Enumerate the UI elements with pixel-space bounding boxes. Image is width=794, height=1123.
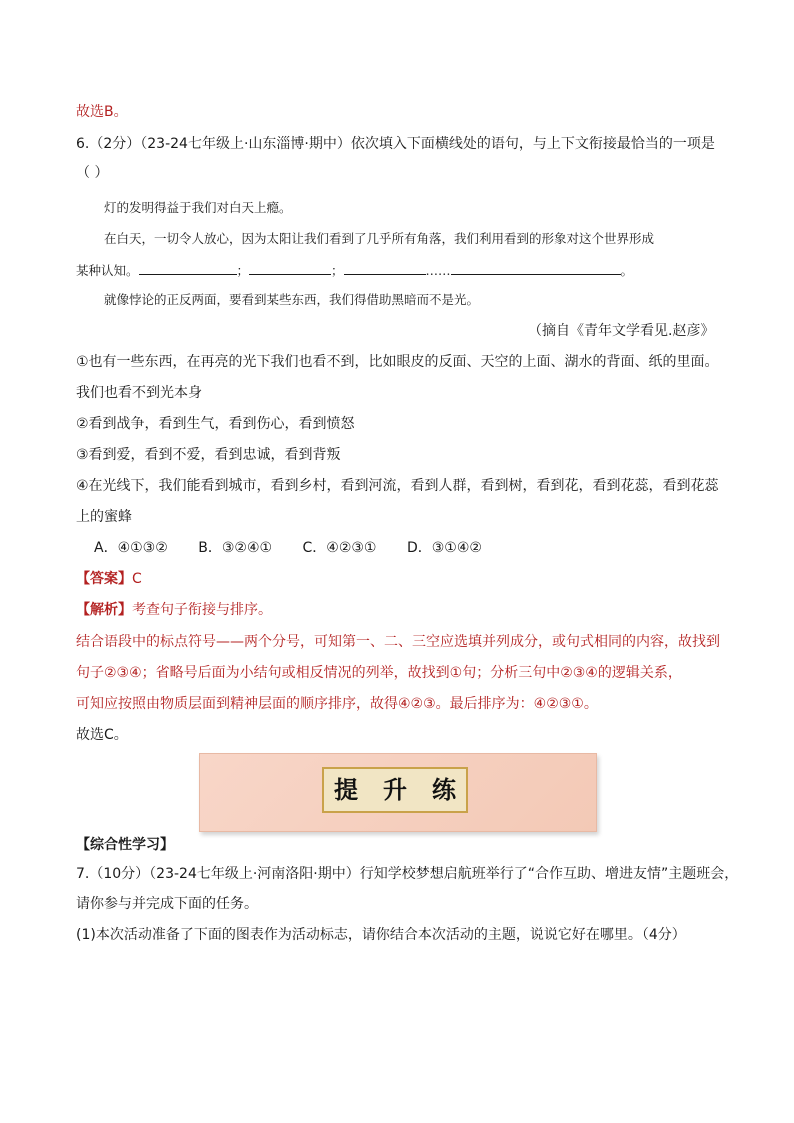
previous-conclusion: 故选B。 <box>76 104 128 120</box>
blank-4 <box>451 260 621 275</box>
sentence-3: ③看到爱，看到不爱，看到忠诚，看到背叛 <box>76 447 341 463</box>
banner-char-1: 提 <box>330 774 362 806</box>
sentence-4: ④在光线下，我们能看到城市，看到乡村，看到河流，看到人群，看到树，看到花，看到花蕊，看到花蕊 <box>76 478 719 494</box>
q6-conclusion: 故选C。 <box>76 727 128 743</box>
q7-stem-cont: 请你参与并完成下面的任务。 <box>76 896 258 912</box>
analysis-text-1: 结合语段中的标点符号——两个分号，可知第一、二、三空应选填并列成分，或句式相同的内容，故找到 <box>76 634 720 650</box>
analysis-intro: 考查句子衔接与排序。 <box>132 602 272 618</box>
banner-char-3: 练 <box>428 774 460 806</box>
blank-1 <box>139 260 237 275</box>
sentence-2: ②看到战争，看到生气，看到伤心，看到愤怒 <box>76 416 355 432</box>
blank-3 <box>344 260 426 275</box>
section-banner <box>199 753 597 832</box>
section-label: 【综合性学习】 <box>76 837 174 853</box>
options-row <box>94 538 508 558</box>
analysis-label: 【解析】 <box>76 602 132 618</box>
blank-2 <box>249 260 331 275</box>
option-b: B．③②④① <box>198 540 273 556</box>
analysis-line <box>76 600 272 620</box>
analysis-text-2: 句子②③④；省略号后面为小结句或相反情况的列举，故找到①句；分析三句中②③④的逻辑关系， <box>76 665 682 681</box>
analysis-text-3: 可知应按照由物质层面到精神层面的顺序排序，故得④②③。最后排序为：④②③①。 <box>76 696 598 712</box>
passage-paragraph-2-cont: 某种认知。 <box>76 263 139 278</box>
sentence-1-cont: 我们也看不到光本身 <box>76 385 202 401</box>
passage-end-period: 。 <box>620 263 634 278</box>
passage-paragraph-2: 在白天，一切令人放心，因为太阳让我们看到了几乎所有角落，我们利用看到的形象对这个世界形成 <box>104 231 655 246</box>
option-a: A．④①③② <box>94 540 168 556</box>
separator-2: ； <box>331 263 344 278</box>
banner-title-box <box>322 767 468 813</box>
passage-blanks-line <box>76 260 633 281</box>
q7-subquestion-1: (1)本次活动准备了下面的图表作为活动标志，请你结合本次活动的主题，说说它好在哪里。（4分） <box>76 927 686 943</box>
option-c: C．④②③① <box>302 540 377 556</box>
sentence-1: ①也有一些东西，在再亮的光下我们也看不到，比如眼皮的反面、天空的上面、湖水的背面、纸的里面。 <box>76 354 719 370</box>
banner-char-2: 升 <box>379 774 411 806</box>
passage-paragraph-1: 灯的发明得益于我们对白天上瘾。 <box>104 200 292 215</box>
passage-source: （摘自《青年文学看见.赵彦》 <box>528 323 715 339</box>
passage-paragraph-3: 就像悖论的正反两面，要看到某些东西，我们得借助黑暗而不是光。 <box>104 292 480 307</box>
q6-answer-paren: （ ） <box>76 165 109 181</box>
answer-line <box>76 569 142 589</box>
answer-label: 【答案】 <box>76 571 132 587</box>
separator-ellipsis: …… <box>425 263 451 278</box>
q6-stem: 6.（2分）（23-24七年级上·山东淄博·期中）依次填入下面横线处的语句，与上下文衔接最恰当的一项是 <box>76 136 715 152</box>
q7-stem: 7.（10分）（23-24七年级上·河南洛阳·期中）行知学校梦想启航班举行了“合作互助、增进友情”主题班会， <box>76 866 739 882</box>
answer-value: C <box>132 571 142 587</box>
option-d: D．③①④② <box>406 540 482 556</box>
separator-1: ； <box>236 263 250 278</box>
sentence-4-cont: 上的蜜蜂 <box>76 509 132 525</box>
